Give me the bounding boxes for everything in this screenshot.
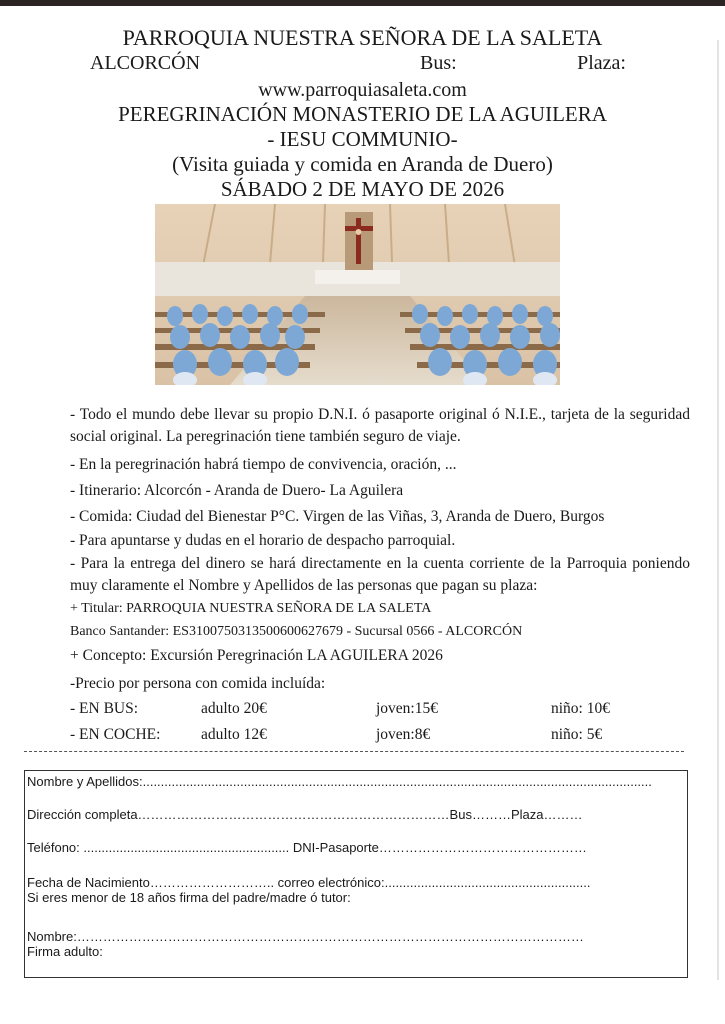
top-border (0, 0, 725, 6)
bank-account: Banco Santander: ES3100750313500600627679 - Sucursal 0566 - ALCORCÓN (70, 624, 523, 639)
price-youth: joven:8€ (376, 726, 431, 743)
city: ALCORCÓN (90, 52, 201, 74)
form-name-field[interactable]: Nombre y Apellidos:............................................................................................................................................. (27, 774, 652, 789)
monastery-chapel-photo (155, 204, 560, 385)
page-edge (717, 40, 719, 980)
parish-title: PARROQUIA NUESTRA SEÑORA DE LA SALETA (122, 25, 603, 50)
info-signup: - Para apuntarse y dudas en el horario de despacho parroquial. (70, 532, 456, 549)
price-adult: adulto 20€ (201, 700, 267, 717)
price-row-car (70, 726, 670, 748)
price-mode: - EN BUS: (70, 700, 139, 717)
website: www.parroquiasaleta.com (258, 79, 467, 101)
form-guardian-name-field[interactable]: Nombre:……………………………………………………………………………………………………… (27, 929, 584, 944)
cut-line (24, 751, 684, 752)
info-itinerary: - Itinerario: Alcorcón - Aranda de Duero- La Aguilera (70, 482, 404, 499)
event-date: SÁBADO 2 DE MAYO DE 2026 (220, 177, 505, 201)
price-mode: - EN COCHE: (70, 726, 161, 743)
registration-form (24, 770, 688, 978)
form-adult-signature-field[interactable]: Firma adulto: (27, 944, 103, 959)
form-minor-note: Si eres menor de 18 años firma del padre/madre ó tutor: (27, 890, 351, 905)
form-address-field[interactable]: Dirección completa………………………………………………………………Bus………Plaza……… (27, 807, 583, 822)
visit-note: (Visita guiada y comida en Aranda de Duero) (172, 152, 553, 176)
event-title: PEREGRINACIÓN MONASTERIO DE LA AGUILERA (118, 102, 607, 126)
plaza-label: Plaza: (577, 52, 626, 74)
price-child: niño: 5€ (551, 726, 603, 743)
info-activities: - En la peregrinación habrá tiempo de convivencia, oración, ... (70, 456, 457, 473)
form-phone-field[interactable]: Teléfono: ......................................................... DNI-Pasaporte………………………………………… (27, 840, 587, 855)
bus-label: Bus: (420, 52, 457, 74)
price-row-bus (70, 700, 670, 722)
event-subtitle: - IESU COMMUNIO- (267, 127, 458, 151)
bank-holder: + Titular: PARROQUIA NUESTRA SEÑORA DE LA SALETA (70, 601, 432, 616)
price-youth: joven:15€ (376, 700, 438, 717)
price-child: niño: 10€ (551, 700, 610, 717)
payment-concept: + Concepto: Excursión Peregrinación LA AGUILERA 2026 (70, 647, 443, 664)
info-payment: - Para la entrega del dinero se hará directamente en la cuenta corriente de la Parroquia poniendo muy claramente el Nombre y Apellidos de las personas que pagan su plaza: (70, 555, 690, 594)
price-adult: adulto 12€ (201, 726, 267, 743)
price-title: -Precio por persona con comida incluída: (70, 675, 326, 692)
info-documents: - Todo el mundo debe llevar su propio D.N.I. ó pasaporte original ó N.I.E., tarjeta de la seguridad social original. La peregrinación tiene también seguro de viaje. (70, 406, 690, 445)
info-lunch: - Comida: Ciudad del Bienestar P°C. Virgen de las Viñas, 3, Aranda de Duero, Burgos (70, 508, 605, 525)
form-birth-email-field[interactable]: Fecha de Nacimiento……………………….. correo electrónico:......................................................... (27, 875, 591, 890)
